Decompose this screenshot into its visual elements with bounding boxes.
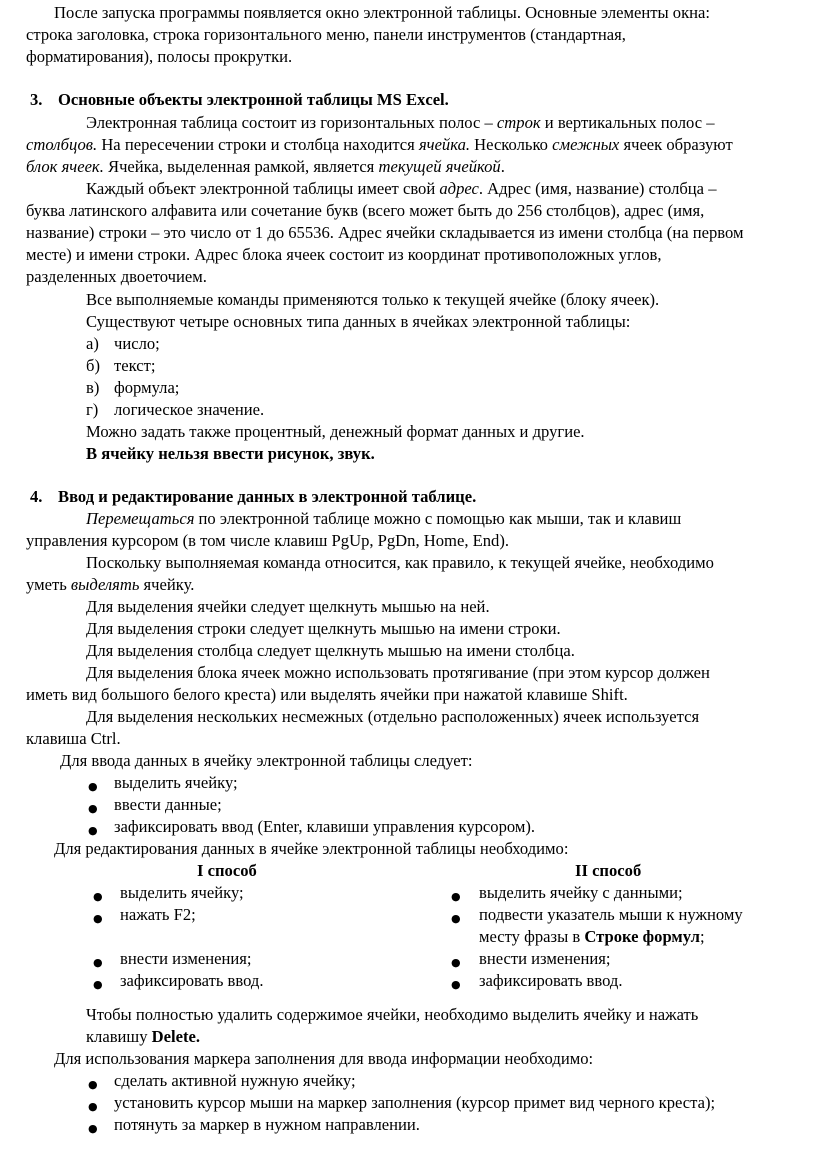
s3-p1-line-1: Электронная таблица состоит из горизонтальных полос – строк и вертикальных полос – bbox=[86, 113, 715, 132]
bullet-icon: ● bbox=[451, 912, 461, 925]
type-item: логическое значение. bbox=[114, 400, 265, 419]
method-2-item-continued: месту фразы в Строке формул; bbox=[479, 927, 705, 946]
fill-step: сделать активной нужную ячейку; bbox=[114, 1071, 356, 1090]
bullet-icon: ● bbox=[93, 956, 103, 969]
type-marker: б) bbox=[86, 356, 100, 375]
fill-step: потянуть за маркер в нужном направлении. bbox=[114, 1115, 420, 1134]
s4-p9: Для редактирования данных в ячейке электронной таблицы необходимо: bbox=[54, 839, 569, 858]
s3-p2-line-5: разделенных двоеточием. bbox=[26, 267, 207, 286]
s3-p1-line-2: столбцов. На пересечении строки и столбца находится ячейка. Несколько смежных ячеек образуют bbox=[26, 135, 733, 154]
intro-line-2: строка заголовка, строка горизонтального меню, панели инструментов (стандартная, bbox=[26, 25, 626, 44]
section-3-number: 3. bbox=[30, 90, 43, 109]
s3-p3: Все выполняемые команды применяются только к текущей ячейке (блоку ячеек). bbox=[86, 290, 660, 309]
s4-p6-line-1: Для выделения блока ячеек можно использовать протягивание (при этом курсор должен bbox=[86, 663, 710, 682]
s3-p2-line-3: название) строки – это число от 1 до 65536. Адрес ячейки складывается из имени столбца (на первом bbox=[26, 223, 744, 242]
s3-p6-bold-note: В ячейку нельзя ввести рисунок, звук. bbox=[86, 444, 375, 463]
section-3-heading: Основные объекты электронной таблицы MS Excel. bbox=[58, 90, 449, 109]
s4-p3: Для выделения ячейки следует щелкнуть мышью на ней. bbox=[86, 597, 490, 616]
bullet-icon: ● bbox=[88, 780, 98, 793]
s3-p2-line-2: буква латинского алфавита или сочетание букв (всего может быть до 256 столбцов), адрес (имя, bbox=[26, 201, 705, 220]
section-4-heading: Ввод и редактирование данных в электронной таблице. bbox=[58, 487, 477, 506]
bullet-icon: ● bbox=[88, 1078, 98, 1091]
method-1-item: выделить ячейку; bbox=[120, 883, 244, 902]
s3-p2-line-4: месте) и имени строки. Адрес блока ячеек состоит из координат противоположных углов, bbox=[26, 245, 662, 264]
bullet-icon: ● bbox=[88, 824, 98, 837]
bullet-icon: ● bbox=[88, 1100, 98, 1113]
intro-line-1: После запуска программы появляется окно электронной таблицы. Основные элементы окна: bbox=[54, 3, 710, 22]
method-1-item: зафиксировать ввод. bbox=[120, 971, 264, 990]
s3-p1-line-3: блок ячеек. Ячейка, выделенная рамкой, является текущей ячейкой. bbox=[26, 157, 505, 176]
type-marker: г) bbox=[86, 400, 99, 419]
s4-p10-line-2: клавишу Delete. bbox=[86, 1027, 201, 1046]
s4-p2-line-2: уметь выделять ячейку. bbox=[26, 575, 195, 594]
method-1-item: внести изменения; bbox=[120, 949, 252, 968]
bullet-icon: ● bbox=[451, 890, 461, 903]
method-2-item: подвести указатель мыши к нужному bbox=[479, 905, 743, 924]
bullet-icon: ● bbox=[451, 956, 461, 969]
type-item: формула; bbox=[114, 378, 180, 397]
bullet-icon: ● bbox=[88, 1122, 98, 1135]
input-step: зафиксировать ввод (Enter, клавиши управления курсором). bbox=[114, 817, 536, 836]
input-step: выделить ячейку; bbox=[114, 773, 238, 792]
intro-line-3: форматирования), полосы прокрутки. bbox=[26, 47, 293, 66]
type-marker: а) bbox=[86, 334, 99, 353]
method-2-item: внести изменения; bbox=[479, 949, 611, 968]
type-item: текст; bbox=[114, 356, 156, 375]
bullet-icon: ● bbox=[93, 912, 103, 925]
section-4-number: 4. bbox=[30, 487, 43, 506]
bullet-icon: ● bbox=[451, 978, 461, 991]
type-marker: в) bbox=[86, 378, 100, 397]
s4-p1-line-1: Перемещаться по электронной таблице можно с помощью как мыши, так и клавиш bbox=[86, 509, 682, 528]
s4-p8: Для ввода данных в ячейку электронной таблицы следует: bbox=[60, 751, 473, 770]
s4-p7-line-2: клавиша Ctrl. bbox=[26, 729, 121, 748]
s3-p4: Существуют четыре основных типа данных в ячейках электронной таблицы: bbox=[86, 312, 631, 331]
s4-p6-line-2: иметь вид большого белого креста) или выделять ячейки при нажатой клавише Shift. bbox=[26, 685, 628, 704]
fill-step: установить курсор мыши на маркер заполнения (курсор примет вид черного креста); bbox=[114, 1093, 716, 1112]
input-step: ввести данные; bbox=[114, 795, 222, 814]
s4-p1-line-2: управления курсором (в том числе клавиш PgUp, PgDn, Home, End). bbox=[26, 531, 510, 550]
method-2-title: II способ bbox=[575, 861, 642, 880]
bullet-icon: ● bbox=[93, 978, 103, 991]
type-item: число; bbox=[114, 334, 160, 353]
method-2-item: выделить ячейку с данными; bbox=[479, 883, 683, 902]
method-2-item: зафиксировать ввод. bbox=[479, 971, 623, 990]
s4-p4: Для выделения строки следует щелкнуть мышью на имени строки. bbox=[86, 619, 561, 638]
s4-p10-line-1: Чтобы полностью удалить содержимое ячейки, необходимо выделить ячейку и нажать bbox=[86, 1005, 699, 1024]
s3-p2-line-1: Каждый объект электронной таблицы имеет свой адрес. Адрес (имя, название) столбца – bbox=[86, 179, 717, 198]
s4-p11: Для использования маркера заполнения для ввода информации необходимо: bbox=[54, 1049, 594, 1068]
method-1-title: I способ bbox=[197, 861, 257, 880]
s4-p2-line-1: Поскольку выполняемая команда относится, как правило, к текущей ячейке, необходимо bbox=[86, 553, 714, 572]
bullet-icon: ● bbox=[88, 802, 98, 815]
s4-p7-line-1: Для выделения нескольких несмежных (отдельно расположенных) ячеек используется bbox=[86, 707, 700, 726]
bullet-icon: ● bbox=[93, 890, 103, 903]
s4-p5: Для выделения столбца следует щелкнуть мышью на имени столбца. bbox=[86, 641, 575, 660]
s3-p5: Можно задать также процентный, денежный формат данных и другие. bbox=[86, 422, 585, 441]
method-1-item: нажать F2; bbox=[120, 905, 196, 924]
